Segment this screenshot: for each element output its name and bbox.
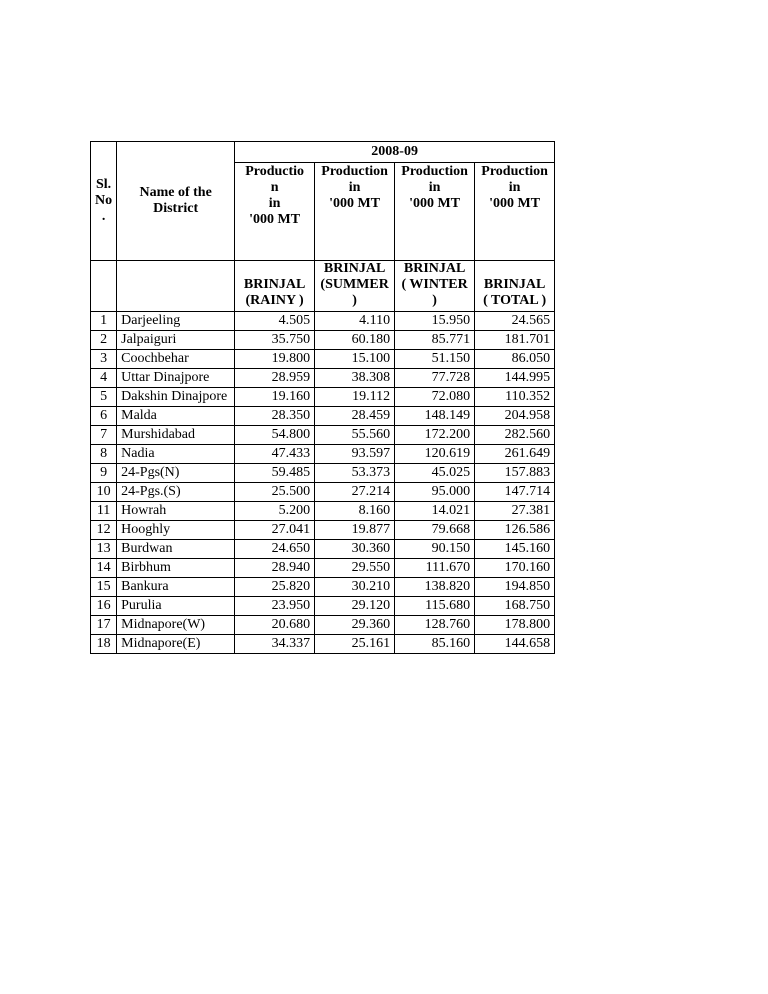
brinjal-production-table (90, 141, 555, 654)
winter-value-cell: 115.680 (395, 597, 475, 616)
rainy-value-cell: 5.200 (235, 502, 315, 521)
winter-value-cell: 120.619 (395, 445, 475, 464)
rainy-value-cell: 25.500 (235, 483, 315, 502)
winter-value-cell: 45.025 (395, 464, 475, 483)
winter-value-cell: 79.668 (395, 521, 475, 540)
rainy-value-cell: 27.041 (235, 521, 315, 540)
district-cell: Uttar Dinajpore (117, 369, 235, 388)
summer-value-cell: 29.120 (315, 597, 395, 616)
sl-cell: 16 (91, 597, 117, 616)
rainy-value-cell: 28.350 (235, 407, 315, 426)
total-value-cell: 126.586 (475, 521, 555, 540)
rainy-value-cell: 19.800 (235, 350, 315, 369)
total-value-cell: 24.565 (475, 312, 555, 331)
total-value-cell: 178.800 (475, 616, 555, 635)
winter-value-cell: 72.080 (395, 388, 475, 407)
district-cell: Midnapore(E) (117, 635, 235, 654)
summer-value-cell: 19.877 (315, 521, 395, 540)
total-value-cell: 181.701 (475, 331, 555, 350)
district-cell: Howrah (117, 502, 235, 521)
rainy-value-cell: 54.800 (235, 426, 315, 445)
production-header-rainy: Productio n in '000 MT (235, 163, 315, 261)
sl-cell: 8 (91, 445, 117, 464)
summer-value-cell: 27.214 (315, 483, 395, 502)
winter-value-cell: 111.670 (395, 559, 475, 578)
rainy-value-cell: 20.680 (235, 616, 315, 635)
total-value-cell: 27.381 (475, 502, 555, 521)
sl-cell: 14 (91, 559, 117, 578)
production-header-summer: Production in '000 MT (315, 163, 395, 261)
sl-cell: 5 (91, 388, 117, 407)
district-cell: Purulia (117, 597, 235, 616)
total-value-cell: 204.958 (475, 407, 555, 426)
total-value-cell: 157.883 (475, 464, 555, 483)
rainy-value-cell: 19.160 (235, 388, 315, 407)
rainy-value-cell: 23.950 (235, 597, 315, 616)
blank-cell (117, 261, 235, 312)
sl-cell: 3 (91, 350, 117, 369)
table-row (91, 578, 555, 597)
table-row (91, 464, 555, 483)
table-row (91, 616, 555, 635)
rainy-value-cell: 24.650 (235, 540, 315, 559)
summer-value-cell: 93.597 (315, 445, 395, 464)
sl-cell: 11 (91, 502, 117, 521)
table-row (91, 426, 555, 445)
crop-header-summer: BRINJAL (SUMMER ) (315, 261, 395, 312)
summer-value-cell: 25.161 (315, 635, 395, 654)
winter-value-cell: 14.021 (395, 502, 475, 521)
district-cell: Dakshin Dinajpore (117, 388, 235, 407)
table-row (91, 597, 555, 616)
crop-header-total: BRINJAL ( TOTAL ) (475, 261, 555, 312)
district-name-header: Name of the District (117, 142, 235, 261)
table-row (91, 483, 555, 502)
rainy-value-cell: 28.959 (235, 369, 315, 388)
district-cell: Nadia (117, 445, 235, 464)
rainy-value-cell: 47.433 (235, 445, 315, 464)
sl-cell: 18 (91, 635, 117, 654)
rainy-value-cell: 59.485 (235, 464, 315, 483)
summer-value-cell: 19.112 (315, 388, 395, 407)
district-cell: Bankura (117, 578, 235, 597)
rainy-value-cell: 4.505 (235, 312, 315, 331)
sl-cell: 2 (91, 331, 117, 350)
summer-value-cell: 8.160 (315, 502, 395, 521)
district-cell: Murshidabad (117, 426, 235, 445)
table-row (91, 369, 555, 388)
total-value-cell: 282.560 (475, 426, 555, 445)
sl-cell: 4 (91, 369, 117, 388)
crop-header-rainy: BRINJAL (RAINY ) (235, 261, 315, 312)
rainy-value-cell: 34.337 (235, 635, 315, 654)
table-row (91, 388, 555, 407)
winter-value-cell: 85.771 (395, 331, 475, 350)
table-row (91, 540, 555, 559)
total-value-cell: 261.649 (475, 445, 555, 464)
rainy-value-cell: 35.750 (235, 331, 315, 350)
sl-cell: 6 (91, 407, 117, 426)
total-value-cell: 144.995 (475, 369, 555, 388)
total-value-cell: 168.750 (475, 597, 555, 616)
district-cell: Midnapore(W) (117, 616, 235, 635)
summer-value-cell: 28.459 (315, 407, 395, 426)
table-row (91, 445, 555, 464)
winter-value-cell: 51.150 (395, 350, 475, 369)
district-cell: Darjeeling (117, 312, 235, 331)
production-header-winter: Production in '000 MT (395, 163, 475, 261)
total-value-cell: 194.850 (475, 578, 555, 597)
winter-value-cell: 15.950 (395, 312, 475, 331)
winter-value-cell: 95.000 (395, 483, 475, 502)
sl-cell: 15 (91, 578, 117, 597)
total-value-cell: 86.050 (475, 350, 555, 369)
rainy-value-cell: 25.820 (235, 578, 315, 597)
district-cell: 24-Pgs.(S) (117, 483, 235, 502)
winter-value-cell: 90.150 (395, 540, 475, 559)
total-value-cell: 147.714 (475, 483, 555, 502)
summer-value-cell: 4.110 (315, 312, 395, 331)
total-value-cell: 170.160 (475, 559, 555, 578)
total-value-cell: 144.658 (475, 635, 555, 654)
summer-value-cell: 30.360 (315, 540, 395, 559)
table-row (91, 331, 555, 350)
table-row (91, 502, 555, 521)
summer-value-cell: 53.373 (315, 464, 395, 483)
sl-cell: 9 (91, 464, 117, 483)
total-value-cell: 145.160 (475, 540, 555, 559)
sl-cell: 10 (91, 483, 117, 502)
sl-cell: 13 (91, 540, 117, 559)
district-cell: Coochbehar (117, 350, 235, 369)
table-row (91, 635, 555, 654)
year-header: 2008-09 (235, 142, 555, 163)
district-cell: Malda (117, 407, 235, 426)
winter-value-cell: 138.820 (395, 578, 475, 597)
winter-value-cell: 85.160 (395, 635, 475, 654)
winter-value-cell: 128.760 (395, 616, 475, 635)
sl-cell: 1 (91, 312, 117, 331)
sl-no-header: Sl. No . (91, 142, 117, 261)
district-cell: Burdwan (117, 540, 235, 559)
winter-value-cell: 172.200 (395, 426, 475, 445)
winter-value-cell: 77.728 (395, 369, 475, 388)
district-cell: Birbhum (117, 559, 235, 578)
table-body (91, 312, 555, 654)
summer-value-cell: 29.550 (315, 559, 395, 578)
table-row (91, 350, 555, 369)
table-row (91, 559, 555, 578)
total-value-cell: 110.352 (475, 388, 555, 407)
production-header-total: Production in '000 MT (475, 163, 555, 261)
table-row (91, 407, 555, 426)
summer-value-cell: 60.180 (315, 331, 395, 350)
crop-header-winter: BRINJAL ( WINTER ) (395, 261, 475, 312)
district-cell: 24-Pgs(N) (117, 464, 235, 483)
district-cell: Jalpaiguri (117, 331, 235, 350)
summer-value-cell: 38.308 (315, 369, 395, 388)
winter-value-cell: 148.149 (395, 407, 475, 426)
summer-value-cell: 55.560 (315, 426, 395, 445)
district-cell: Hooghly (117, 521, 235, 540)
sl-cell: 7 (91, 426, 117, 445)
table-row (91, 312, 555, 331)
sl-cell: 12 (91, 521, 117, 540)
sl-cell: 17 (91, 616, 117, 635)
summer-value-cell: 30.210 (315, 578, 395, 597)
rainy-value-cell: 28.940 (235, 559, 315, 578)
blank-cell (91, 261, 117, 312)
summer-value-cell: 29.360 (315, 616, 395, 635)
table-row (91, 521, 555, 540)
summer-value-cell: 15.100 (315, 350, 395, 369)
